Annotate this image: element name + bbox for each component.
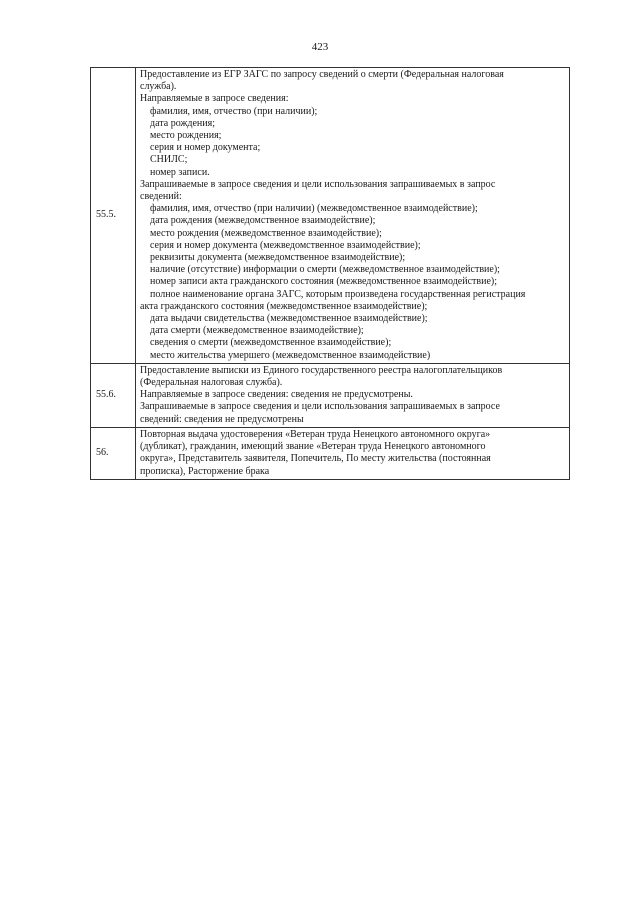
page-number: 423: [311, 41, 329, 53]
text-line: (дубликат), гражданин, имеющий звание «Ветеран труда Ненецкого автономного: [140, 441, 486, 453]
text-line: номер записи.: [150, 166, 210, 178]
row-number: 55.5.: [91, 68, 136, 364]
text-line: место жительства умершего (межведомственное взаимодействие): [150, 349, 431, 361]
text-line: серия и номер документа (межведомственное взаимодействие);: [150, 239, 421, 251]
text-line: округа», Представитель заявителя, Попечитель, По месту жительства (постоянная: [140, 453, 491, 465]
row-number: 56.: [91, 427, 136, 479]
text-line: дата рождения;: [150, 117, 215, 129]
row-text-cell: [136, 363, 570, 427]
text-line: служба).: [140, 81, 177, 93]
row-text-cell: [136, 427, 570, 479]
table-body: [91, 68, 570, 480]
text-line: Направляемые в запросе сведения:: [140, 93, 289, 105]
text-line: сведений: сведения не предусмотрены: [140, 413, 304, 425]
text-line: Запрашиваемые в запросе сведения и цели использования запрашиваемых в запрос: [140, 178, 496, 190]
text-line: акта гражданского состояния (межведомственное взаимодействие);: [140, 300, 428, 312]
text-line: дата смерти (межведомственное взаимодействие);: [150, 325, 364, 337]
text-line: серия и номер документа;: [150, 142, 261, 154]
text-line: наличие (отсутствие) информации о смерти (межведомственное взаимодействие);: [150, 264, 500, 276]
text-line: дата выдачи свидетельства (межведомственное взаимодействие);: [150, 313, 428, 325]
text-line: сведений:: [140, 191, 182, 203]
text-line: (Федеральная налоговая служба).: [140, 377, 283, 389]
text-line: полное наименование органа ЗАГС, которым произведена государственная регистрация: [150, 288, 526, 300]
text-line: фамилия, имя, отчество (при наличии) (межведомственное взаимодействие);: [150, 203, 478, 215]
text-line: СНИЛС;: [150, 154, 188, 166]
text-line: Повторная выдача удостоверения «Ветеран труда Ненецкого автономного округа»: [140, 428, 491, 440]
text-line: реквизиты документа (межведомственное взаимодействие);: [150, 252, 406, 264]
text-line: фамилия, имя, отчество (при наличии);: [150, 105, 318, 117]
services-table: [90, 67, 570, 480]
row-text-cell: [136, 68, 570, 364]
text-line: Предоставление из ЕГР ЗАГС по запросу сведений о смерти (Федеральная налоговая: [140, 69, 504, 80]
table-row: [91, 363, 570, 427]
text-line: номер записи акта гражданского состояния (межведомственное взаимодействие);: [150, 276, 498, 288]
text-line: место рождения (межведомственное взаимодействие);: [150, 227, 382, 239]
row-number: 55.6.: [91, 363, 136, 427]
text-line: сведения о смерти (межведомственное взаимодействие);: [150, 337, 392, 349]
text-line: прописка), Расторжение брака: [140, 465, 270, 477]
text-line: дата рождения (межведомственное взаимодействие);: [150, 215, 376, 227]
text-line: Запрашиваемые в запросе сведения и цели использования запрашиваемых в запросе: [140, 401, 500, 413]
text-line: Направляемые в запросе сведения: сведения не предусмотрены.: [140, 389, 413, 401]
table-row: [91, 427, 570, 479]
table-row: [91, 68, 570, 364]
text-line: место рождения;: [150, 130, 222, 142]
text-line: Предоставление выписки из Единого государственного реестра налогоплательщиков: [140, 364, 503, 376]
